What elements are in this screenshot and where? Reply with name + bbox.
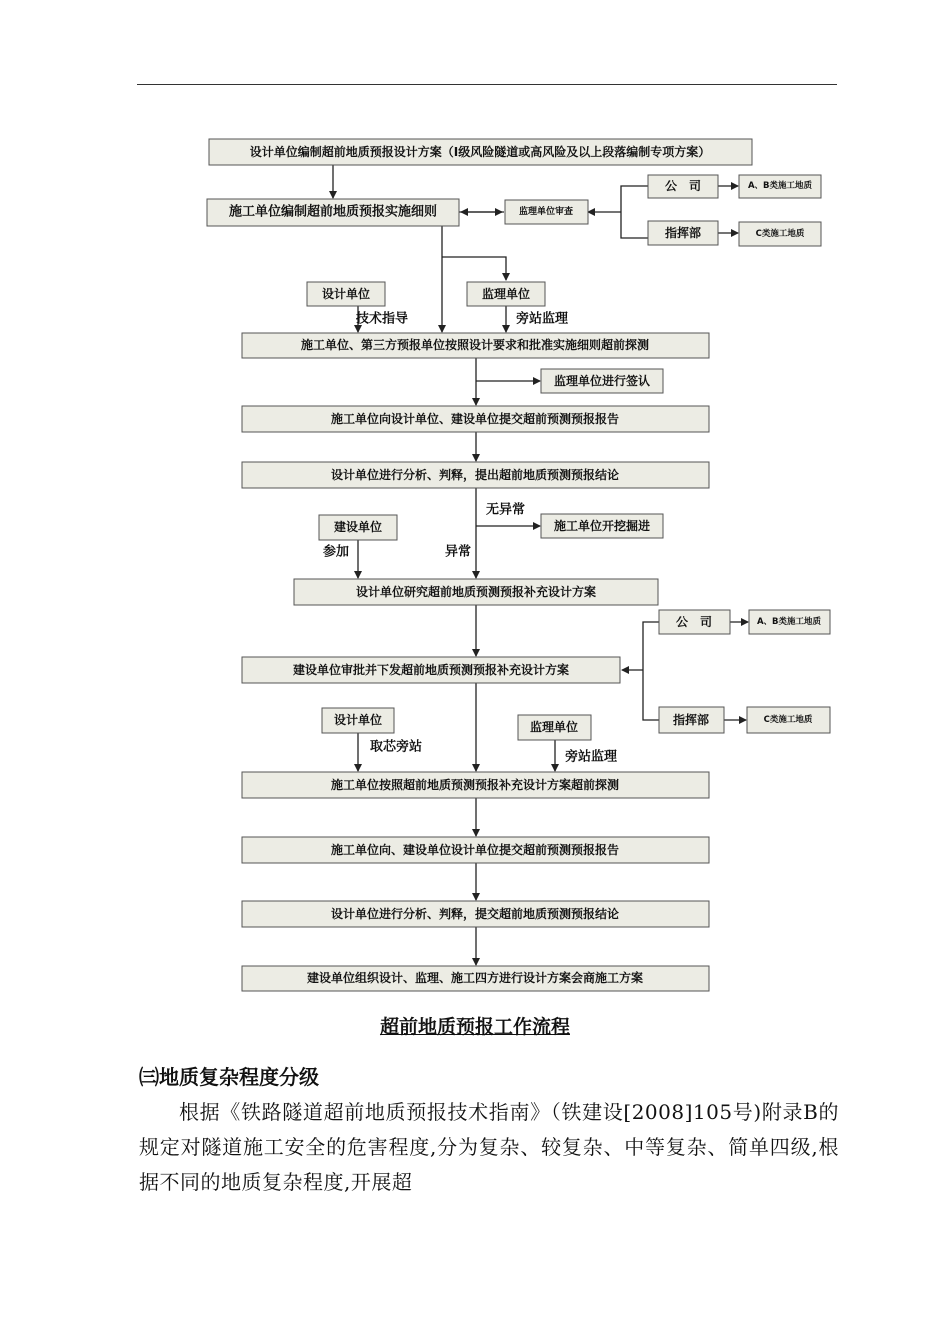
svg-text:监理单位: 监理单位 (481, 287, 531, 301)
box-supervision-review (505, 200, 588, 224)
box-supervision-signoff (541, 369, 663, 393)
box-advance-detection (242, 333, 709, 358)
svg-text:C类施工地质: C类施工地质 (755, 229, 805, 239)
box-four-party-consultation (242, 966, 709, 991)
section-heading: ㈢地质复杂程度分级 (139, 1065, 319, 1089)
svg-text:指挥部: 指挥部 (664, 226, 702, 240)
box-supervision-unit-1 (467, 282, 545, 306)
svg-text:设计单位进行分析、判释，提交超前地质预测预报结论: 设计单位进行分析、判释，提交超前地质预测预报结论 (330, 907, 620, 921)
label-anomaly: 异常 (445, 544, 472, 560)
svg-text:C类施工地质: C类施工地质 (763, 715, 813, 725)
box-c-geology-1 (739, 222, 821, 246)
svg-text:建设单位组织设计、监理、施工四方进行设计方案会商施工方案: 建设单位组织设计、监理、施工四方进行设计方案会商施工方案 (306, 971, 644, 985)
box-analysis-conclusion-2 (242, 901, 709, 927)
svg-text:施工单位向设计单位、建设单位提交超前预测预报报告: 施工单位向设计单位、建设单位提交超前预测预报报告 (330, 412, 620, 426)
box-command-1 (648, 221, 718, 245)
svg-text:施工单位按照超前地质预测预报补充设计方案超前探测: 施工单位按照超前地质预测预报补充设计方案超前探测 (330, 778, 620, 792)
body-paragraph: 根据《铁路隧道超前地质预报技术指南》（铁建设[2008]105号)附录B的规定对隧道施工安全的危害程度,分为复杂、较复杂、中等复杂、简单四级,根据不同的地质复杂程度,开展超 (139, 1100, 839, 1194)
box-construction-rules (207, 199, 459, 226)
svg-text:监理单位: 监理单位 (529, 720, 579, 734)
label-onsite-supervision-1: 旁站监理 (516, 311, 569, 327)
svg-text:监理单位审查: 监理单位审查 (518, 207, 574, 217)
box-supplementary-design (294, 579, 658, 605)
svg-text:设计单位编制超前地质预报设计方案（I级风险隧道或高风险及以上: 设计单位编制超前地质预报设计方案（I级风险隧道或高风险及以上段落编制专项方案） (249, 145, 711, 159)
box-owner-unit (319, 515, 397, 540)
svg-text:公 司: 公 司 (664, 179, 702, 193)
label-no-anomaly: 无异常 (486, 502, 526, 518)
label-core-sampling: 取芯旁站 (370, 739, 423, 755)
box-ab-geology-1 (739, 175, 821, 198)
svg-text:建设单位: 建设单位 (333, 520, 383, 534)
label-tech-guidance: 技术指导 (356, 311, 409, 327)
box-owner-approval (242, 657, 620, 683)
svg-text:施工单位编制超前地质预报实施细则: 施工单位编制超前地质预报实施细则 (228, 204, 438, 220)
box-design-unit-2 (322, 708, 394, 733)
svg-text:指挥部: 指挥部 (672, 713, 710, 727)
svg-text:施工单位开挖掘进: 施工单位开挖掘进 (553, 519, 651, 533)
box-submit-report-1 (242, 406, 709, 432)
box-c-geology-2 (747, 707, 830, 733)
box-submit-report-2 (242, 837, 709, 863)
svg-text:施工单位向、建设单位设计单位提交超前预测预报报告: 施工单位向、建设单位设计单位提交超前预测预报报告 (330, 843, 620, 857)
svg-text:A、B类施工地质: A、B类施工地质 (747, 181, 813, 191)
flowchart-caption: 超前地质预报工作流程 (379, 1016, 570, 1038)
svg-text:A、B类施工地质: A、B类施工地质 (756, 617, 822, 627)
box-analysis-conclusion-1 (242, 462, 709, 488)
box-command-2 (659, 707, 724, 733)
svg-text:公 司: 公 司 (675, 615, 713, 629)
svg-text:设计单位: 设计单位 (333, 713, 383, 727)
svg-text:设计单位: 设计单位 (321, 287, 371, 301)
box-supervision-unit-2 (518, 715, 591, 740)
box-excavation (541, 514, 663, 538)
box-supplementary-detection (242, 772, 709, 798)
svg-text:监理单位进行签认: 监理单位进行签认 (553, 374, 651, 388)
label-participate: 参加 (323, 544, 350, 560)
svg-text:设计单位进行分析、判释，提出超前地质预测预报结论: 设计单位进行分析、判释，提出超前地质预测预报结论 (330, 468, 620, 482)
svg-text:建设单位审批并下发超前地质预测预报补充设计方案: 建设单位审批并下发超前地质预测预报补充设计方案 (292, 663, 570, 677)
label-onsite-supervision-2: 旁站监理 (565, 749, 618, 765)
box-design-unit-1 (307, 282, 385, 306)
svg-text:施工单位、第三方预报单位按照设计要求和批准实施细则超前探测: 施工单位、第三方预报单位按照设计要求和批准实施细则超前探测 (300, 338, 650, 352)
box-ab-geology-2 (749, 610, 830, 634)
svg-text:设计单位研究超前地质预测预报补充设计方案: 设计单位研究超前地质预测预报补充设计方案 (355, 585, 597, 599)
box-company-1 (648, 175, 718, 198)
box-company-2 (659, 610, 730, 634)
box-design-plan (209, 139, 752, 165)
